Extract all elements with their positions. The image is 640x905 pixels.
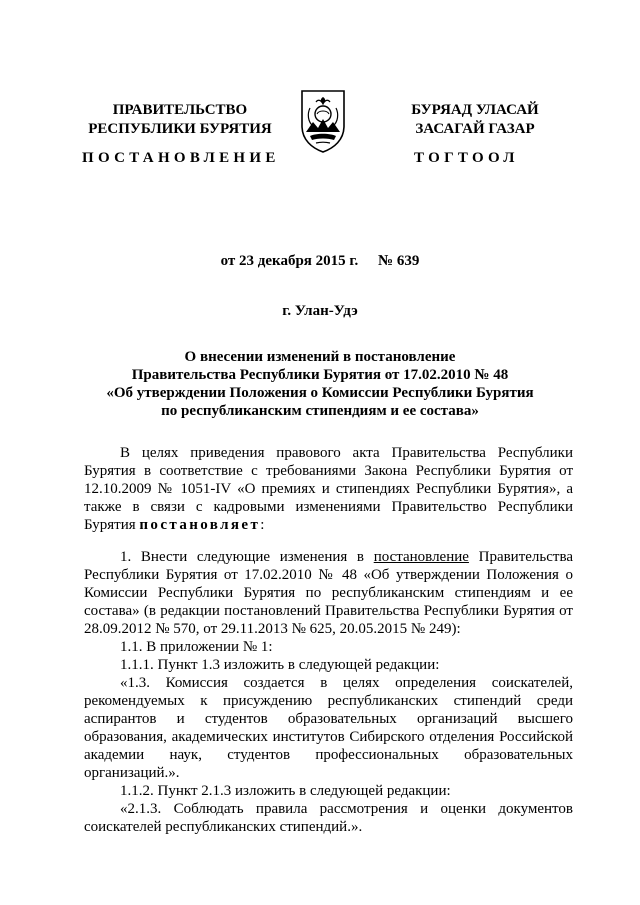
decree-title <box>60 348 580 420</box>
preamble-decides: постановляет <box>139 517 261 533</box>
decree-city: г. Улан-Удэ <box>282 303 358 319</box>
issuer-block-russian <box>80 101 280 139</box>
decree-items <box>84 548 573 836</box>
decree-label-buryat: ТОГТООЛ <box>414 150 519 166</box>
item-1-1-2: 1.1.2. Пункт 2.1.3 изложить в следующей редакции: <box>120 783 451 799</box>
decree-label-russian: ПОСТАНОВЛЕНИЕ <box>82 150 280 166</box>
decree-link[interactable]: постановление <box>373 549 469 565</box>
coat-of-arms-icon <box>296 88 350 154</box>
item-1-1-2-quote: «2.1.3. Соблюдать правила рассмотрения и оценки документов соискателей республиканских стипендий.». <box>84 801 573 835</box>
item-1-1: 1.1. В приложении № 1: <box>120 639 273 655</box>
title-line-2: Правительства Республики Бурятия от 17.02.2010 № 48 <box>131 367 509 383</box>
item-1 <box>84 548 573 638</box>
issuer-line-2-buryat: ЗАСАГАЙ ГАЗАР <box>415 121 535 137</box>
preamble <box>84 444 573 534</box>
issuer-line-2: РЕСПУБЛИКИ БУРЯТИЯ <box>88 121 272 137</box>
issuer-line-1-buryat: БУРЯАД УЛАСАЙ <box>411 102 539 118</box>
title-line-4: по республиканским стипендиям и ее состава» <box>161 403 479 419</box>
item-1-start: 1. Внести следующие изменения в <box>120 549 374 565</box>
preamble-colon: : <box>260 517 265 533</box>
title-line-1: О внесении изменений в постановление <box>184 349 456 365</box>
item-1-1-1-quote: «1.3. Комиссия создается в целях определения соискателей, рекомендуемых к присуждению республиканских стипендий среди аспирантов и студентов образовательных организаций высшего образования, академических институтов Сибирского отделения Российской академии наук, студентов профессиональных образовательных организаций.». <box>84 675 573 781</box>
item-1-rest: Правительства Республики Бурятия от 17.02.2010 № 48 «Об утверждении Положения о Комиссии Республики Бурятия по республиканским стипендиям и ее состава» (в редакции постановлений Правительства Республики Бурятия от 28.09.2012 № 570, от 29.11.2013 № 625, 20.05.2015 № 249): <box>84 549 574 637</box>
decree-number: № 639 <box>378 253 420 269</box>
item-1-1-1: 1.1.1. Пункт 1.3 изложить в следующей редакции: <box>120 657 440 673</box>
issuer-line-1: ПРАВИТЕЛЬСТВО <box>112 102 248 118</box>
decree-date: от 23 декабря 2015 г. <box>220 253 359 269</box>
title-line-3: «Об утверждении Положения о Комиссии Республики Бурятия <box>106 385 534 401</box>
preamble-text: В целях приведения правового акта Правительства Республики Бурятия в соответствие с требованиями Закона Республики Бурятия от 12.10.2009 № 1051-IV «О премиях и стипендиях Республики Бурятия», а также в связи с кадровыми изменениями Правительство Республики Бурятия <box>84 445 573 533</box>
decree-date-number <box>0 253 640 270</box>
issuer-block-buryat <box>380 101 570 139</box>
